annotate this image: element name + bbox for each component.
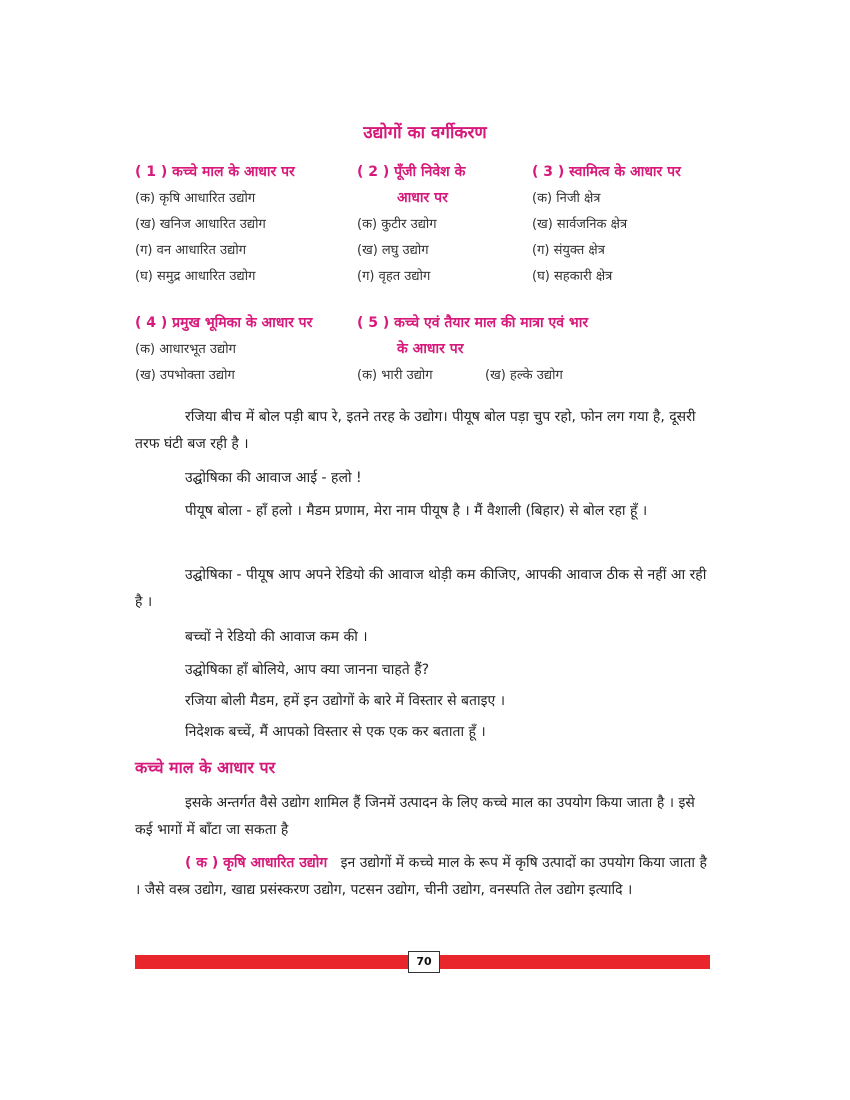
dialogue-text: रजिया बोली मैडम, हमें इन उद्योगों के बारे में विस्तार से बताइए । [185,693,506,709]
dialogue-paragraph [135,657,715,684]
list-item: (ख) खनिज आधारित उद्योग [135,217,266,232]
dialogue-paragraph [135,465,715,492]
dialogue-paragraph [135,404,715,458]
dialogue-text: रजिया बीच में बोल पड़ी बाप रे, इतने तरह के उद्योग। पीयूष बोल पड़ा चुप रहो, फोन लग गया है, दूसरी तरफ घंटी बज रही है । [135,409,696,452]
dialogue-paragraph [135,688,715,715]
category-heading-ownership: ( 3 ) स्वामित्व के आधार पर [532,164,681,180]
section-intro-text: इसके अन्तर्गत वैसे उद्योग शामिल हैं जिनमें उत्पादन के लिए कच्चे माल का उपयोग किया जाता है । इसे कई भागों में बाँटा जा सकता है [135,795,695,838]
section-intro [135,790,715,844]
list-item: (ख) उपभोक्ता उद्योग [135,368,235,383]
subsection-lead: ( क ) कृषि आधारित उद्योग [185,855,328,871]
category-heading-weight: ( 5 ) कच्चे एवं तैयार माल की मात्रा एवं भार [357,315,589,331]
list-item: (ग) संयुक्त क्षेत्र [532,243,605,258]
subsection-paragraph [135,850,715,904]
subsection-text: इन उद्योगों में कच्चे माल के रूप में कृषि उत्पादों का उपयोग किया जाता है । जैसे वस्त्र उद्योग, खाद्य प्रसंस्करण उद्योग, पटसन उद्योग, चीनी उद्योग, वनस्पति तेल उद्योग इत्यादि । [135,855,707,898]
dialogue-paragraph [135,624,715,651]
dialogue-text: निदेशक बच्चें, मैं आपको विस्तार से एक एक कर बताता हूँ । [185,724,486,740]
dialogue-text: बच्चों ने रेडियो की आवाज कम की । [185,629,368,645]
list-item: (ख) लघु उद्योग [357,243,429,258]
category-heading-capital-line2: आधार पर [397,190,448,206]
category-heading-role: ( 4 ) प्रमुख भूमिका के आधार पर [135,315,313,331]
list-item: (क) भारी उद्योग [357,368,433,383]
list-item: (घ) समुद्र आधारित उद्योग [135,269,256,284]
list-item: (क) निजी क्षेत्र [532,191,601,206]
category-heading-weight-line2: के आधार पर [397,341,464,357]
category-heading-capital: ( 2 ) पूँजी निवेश के [357,164,466,180]
dialogue-paragraph [135,562,715,616]
dialogue-text: उद्घोषिका - पीयूष आप अपने रेडियो की आवाज थोड़ी कम कीजिए, आपकी आवाज ठीक से नहीं आ रही है । [135,567,707,610]
list-item: (घ) सहकारी क्षेत्र [532,269,613,284]
page-number: 70 [408,951,440,973]
category-heading-raw-material: ( 1 ) कच्चे माल के आधार पर [135,164,295,180]
list-item: (ख) हल्के उद्योग [485,368,563,383]
page-title: उद्योगों का वर्गीकरण [363,123,487,143]
dialogue-text: पीयूष बोला - हाँ हलो । मैडम प्रणाम, मेरा नाम पीयूष है । मैं वैशाली (बिहार) से बोल रहा हूँ । [185,503,648,519]
dialogue-paragraph [135,498,715,525]
section-heading: कच्चे माल के आधार पर [135,758,276,777]
list-item: (ग) वृहत उद्योग [357,269,431,284]
list-item: (ग) वन आधारित उद्योग [135,243,247,258]
list-item: (ख) सार्वजनिक क्षेत्र [532,217,628,232]
dialogue-text: उद्घोषिका की आवाज आई - हलो ! [185,470,362,486]
dialogue-text: उद्घोषिका हाँ बोलिये, आप क्या जानना चाहते हैं? [185,662,430,678]
dialogue-paragraph [135,719,715,746]
list-item: (क) कुटीर उद्योग [357,217,437,232]
list-item: (क) कृषि आधारित उद्योग [135,191,256,206]
list-item: (क) आधारभूत उद्योग [135,342,236,357]
